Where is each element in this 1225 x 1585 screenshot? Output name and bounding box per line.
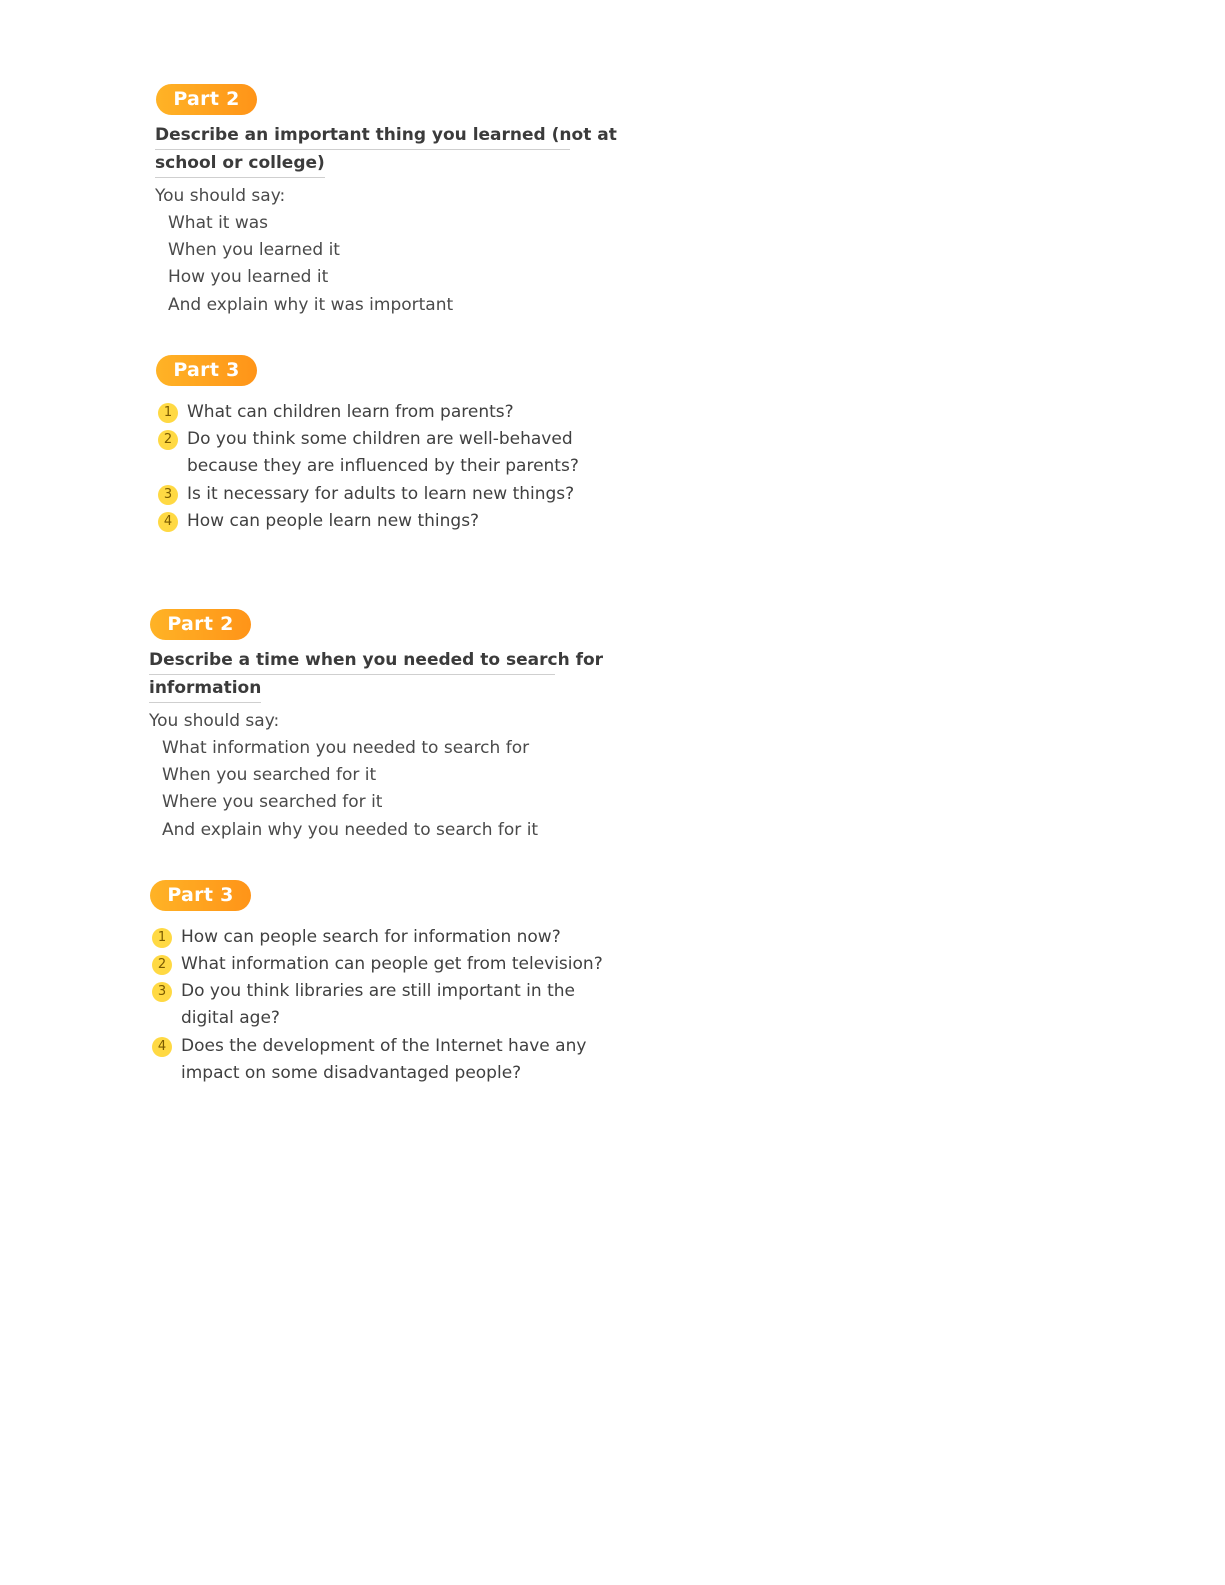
cue-card-topic [149, 647, 604, 703]
question-text: digital age? [181, 1008, 280, 1028]
cue-item: When you learned it [168, 240, 340, 260]
you-should-say-label: You should say: [149, 711, 280, 731]
cue-item: Where you searched for it [162, 792, 383, 812]
question-number: 3 [152, 982, 172, 1002]
cue-item: And explain why it was important [168, 295, 454, 315]
cue-item: When you searched for it [162, 765, 377, 785]
question-text: Is it necessary for adults to learn new things? [187, 484, 575, 504]
question-text: What can children learn from parents? [187, 402, 514, 422]
document-page [140, 66, 617, 1112]
question-number: 1 [158, 403, 178, 423]
cue-item: How you learned it [168, 267, 329, 287]
question-text: Does the development of the Internet have any [181, 1036, 587, 1056]
part-2-badge: Part 2 [150, 609, 251, 640]
question-text: Do you think libraries are still important in the [181, 981, 575, 1001]
question-number: 3 [158, 485, 178, 505]
cue-item: What information you needed to search for [162, 738, 530, 758]
question-number: 2 [158, 430, 178, 450]
topic-line: Describe a time when you needed to search for [149, 647, 555, 675]
topic-line: school or college) [155, 150, 325, 178]
question-text: What information can people get from television? [181, 954, 603, 974]
question-number: 2 [152, 955, 172, 975]
question-number: 4 [158, 512, 178, 532]
question-text: impact on some disadvantaged people? [181, 1063, 522, 1083]
part-3-badge: Part 3 [156, 355, 257, 386]
question-number: 4 [152, 1037, 172, 1057]
topic-line: information [149, 675, 261, 703]
question-text: How can people learn new things? [187, 511, 480, 531]
cue-item: And explain why you needed to search for it [162, 820, 539, 840]
you-should-say-label: You should say: [155, 186, 286, 206]
part-3-badge: Part 3 [150, 880, 251, 911]
cue-item: What it was [168, 213, 269, 233]
question-number: 1 [152, 928, 172, 948]
question-text: Do you think some children are well-behaved [187, 429, 573, 449]
part-2-badge: Part 2 [156, 84, 257, 115]
question-text: because they are influenced by their parents? [187, 456, 579, 476]
topic-line: Describe an important thing you learned (not at [155, 122, 570, 150]
cue-card-topic [155, 122, 617, 178]
question-text: How can people search for information now? [181, 927, 561, 947]
